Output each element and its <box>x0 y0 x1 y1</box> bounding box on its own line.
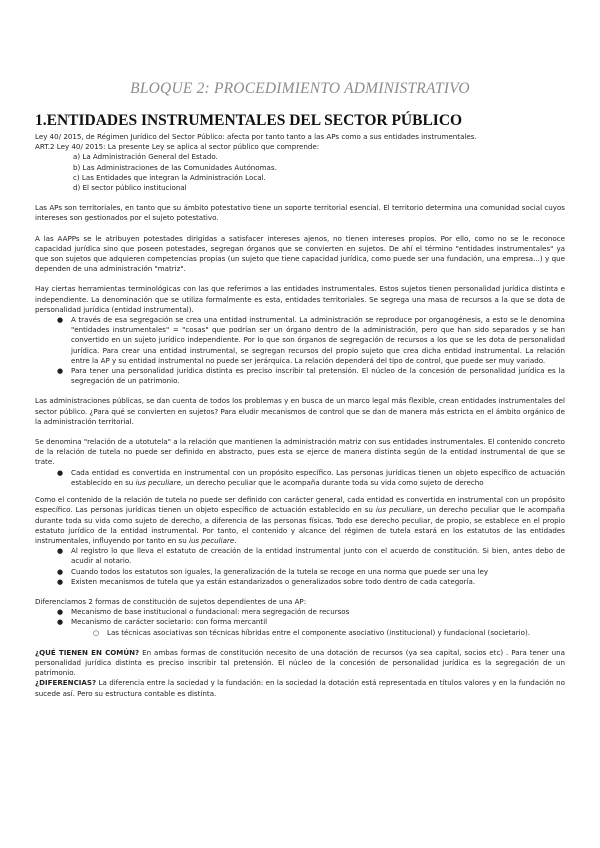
list-item-text: Al registro lo que lleva el estatuto de creación de la entidad instrumental junto con el acuerdo de constitución. Si bien, antes debo de acudir al notario. <box>71 546 565 566</box>
paragraph-en-comun <box>35 648 565 679</box>
ius-peculiare-term: ius peculiare <box>188 535 235 545</box>
sector-list <box>35 152 565 193</box>
list-item-text: Cuando todos los estatutos son iguales, la generalización de la tutela se recoge en una norma que puede ser una ley <box>71 566 489 576</box>
list-item <box>57 315 565 366</box>
bullet-icon: ● <box>57 316 64 325</box>
bullet-list-2 <box>35 546 565 587</box>
bullet-icon: ● <box>57 547 64 556</box>
contenido-end: . <box>234 535 237 545</box>
ius-peculiare-term: ius peculiare <box>135 477 181 487</box>
hollow-bullet-icon: ○ <box>93 628 100 637</box>
paragraph-territoriales: Las APs son territoriales, en tanto que su ámbito potestativo tiene un soporte territorial esencial. El territorio determina una comunidad social cuyos intereses son gestionados por el sujeto potestativo. <box>35 203 565 223</box>
list-item <box>57 566 565 577</box>
list-item <box>57 617 565 637</box>
document-page <box>35 80 565 699</box>
sector-item-c: c) Las Entidades que integran la Administración Local. <box>73 172 266 182</box>
list-item <box>57 366 565 386</box>
sub-list-item-text: Las técnicas asociativas son técnicas híbridas entre el componente asociativo (institucional) y fundacional (societario). <box>107 627 530 637</box>
list-item-text-pre: Cada entidad es convertida en instrumental con un propósito específico. Las personas jurídicas tienen un objeto específico de actuación establecido en su <box>71 467 565 487</box>
paragraph-herramientas: Hay ciertas herramientas terminológicas con las que referirnos a las entidades instrumentales. Estos sujetos tienen personalidad jurídica distinta e independiente. La denominación que se utiliza formalmente es esta, entidades territoriales. Se segrega una masa de recursos a la que se dota de personalidad jurídica (entidad instrumental). <box>35 284 565 314</box>
bloque-title: BLOQUE 2: PROCEDIMIENTO ADMINISTRATIVO <box>130 80 470 97</box>
paragraph-aapps: A las AAPPs se le atribuyen potestades dirigidas a satisfacer intereses ajenos, no tienen intereses propios. Por ello, como no se le reconoce capacidad jurídica sino que poseen potestades, segregan órganos que se convierten en sujetos. De ahí el término "entidades instrumentales" ya que son sujetos que adquieren competencias propias (un sujeto que tiene capacidad jurídica, como puede ser una fundación, una empresa...) y que dependen de una administración "matriz". <box>35 233 565 274</box>
contenido-pre: Como el contenido de la relación de tutela no puede ser definido con carácter general, cada entidad es convertida en instrumental con un propósito específico. Las personas jurídicas tienen un objeto específico de actuación establecido en su <box>35 495 565 515</box>
section-title: 1.ENTIDADES INSTRUMENTALES DEL SECTOR PÚBLICO <box>35 112 463 129</box>
paragraph-contenido <box>35 495 565 546</box>
bullet-list-3 <box>35 607 565 638</box>
list-item-text: A través de esa segregación se crea una entidad instrumental. La administración se reproduce por organogénesis, a esto se le denomina "entidades instrumentales" = "cosas" que podrían ser un órgano dentro de la administración, pero que han sido separados y se han convertido en un sujeto jurídico independiente. Por lo que son órganos de segregación de recursos a los que se les dota de personalidad jurídica. Para crear una entidad instrumental, se segregan recursos del propio sujeto que crea dicha entidad instrumental. La relación entre la AP y su entidad instrumental no puede ser jerárquica. La relación dependerá del tipo de control, que puede ser muy variado. <box>71 315 565 365</box>
list-item-text-post: , un derecho peculiar que le acompaña durante toda su vida como sujeto de derecho <box>180 477 484 487</box>
bullet-icon: ● <box>57 567 64 576</box>
intro-line-2: ART.2 Ley 40/ 2015: La presente Ley se aplica al sector público que comprende: <box>35 142 320 152</box>
list-item-text: Mecanismo de carácter societario: con forma mercantil <box>71 617 268 627</box>
list-item <box>57 546 565 566</box>
list-item <box>57 576 565 587</box>
paragraph-tutela: Se denomina "relación de a utotutela" a la relación que mantienen la administración matriz con sus entidades instrumentales. El contenido concreto de la relación de tutela no puede ser definido en abstracto, pues esta se ejerce de manera distinta según de la entidad instrumental de que se trate. <box>35 437 565 467</box>
bullet-list-1 <box>35 315 565 386</box>
diferencias-label: ¿DIFERENCIAS? <box>35 678 97 688</box>
paragraph-diferencias <box>35 678 565 698</box>
paragraph-diferenciamos: Diferenciamos 2 formas de constitución de sujetos dependientes de una AP: <box>35 596 307 606</box>
bullet-list-tutela <box>35 468 565 488</box>
list-item <box>57 607 565 617</box>
intro-line-1: Ley 40/ 2015, de Régimen Jurídico del Sector Público: afecta por tanto tanto a las APs como a sus entidades instrumentales. <box>35 132 477 141</box>
en-comun-label: ¿QUÉ TIENEN EN COMÚN? <box>35 647 140 657</box>
sub-bullet-list <box>71 628 565 638</box>
en-comun-text: En ambas formas de constitución necesito de una dotación de recursos (ya sea capital, socios etc) . Para tener una personalidad jurídica distinta es preciso inscribir tal pretensión. El núcleo de la concesión de personalidad jurídica es la segregación de un patrimonio. <box>35 647 565 678</box>
list-item <box>57 467 565 488</box>
bullet-icon: ● <box>57 618 64 627</box>
contenido-mid: , un derecho peculiar que le acompaña durante toda su vida como sujeto de derecho, a diferencia de las personas físicas. Todo ese derecho peculiar, de propio, se establece en el propio estatuto jurídico de la entidad instrumental. Por tanto, el contenido y alcance del régimen de tutela estará en los estatutos de las entidades instrumentales, influyendo por tanto en su <box>35 505 565 545</box>
sector-item-a: a) La Administración General del Estado. <box>73 152 218 162</box>
sector-item-d: d) El sector público institucional <box>73 183 187 193</box>
list-item-text: Para tener una personalidad jurídica distinta es preciso inscribir tal pretensión. El núcleo de la concesión de personalidad jurídica es la segregación de un patrimonio. <box>71 366 565 386</box>
sector-item-b: b) Las Administraciones de las Comunidades Autónomas. <box>73 162 277 172</box>
bullet-icon: ● <box>57 608 64 617</box>
ius-peculiare-term: ius peculiare <box>375 505 422 515</box>
bullet-icon: ● <box>57 577 64 586</box>
diferencias-text: La diferencia entre la sociedad y la fundación: en la sociedad la dotación está representada en títulos valores y en la fundación no sucede así. Pero su estructura contable es distinta. <box>35 678 565 698</box>
paragraph-admin-publicas: Las administraciones públicas, se dan cuenta de todos los problemas y en busca de un marco legal más flexible, crean entidades instrumentales del sector público. ¿Para qué se convierten en sujetos? Para eludir mecanismos de control que se dan de manera más estricta en el ámbito orgánico de la administración territorial. <box>35 396 565 426</box>
bullet-icon: ● <box>57 367 64 376</box>
list-item-text: Mecanismo de base institucional o fundacional: mera segregación de recursos <box>71 607 350 617</box>
bullet-icon: ● <box>57 468 64 477</box>
list-item-text: Existen mecanismos de tutela que ya están estandarizados o generalizados sobre todo dentro de cada categoría. <box>71 576 476 586</box>
sub-list-item <box>93 627 565 638</box>
